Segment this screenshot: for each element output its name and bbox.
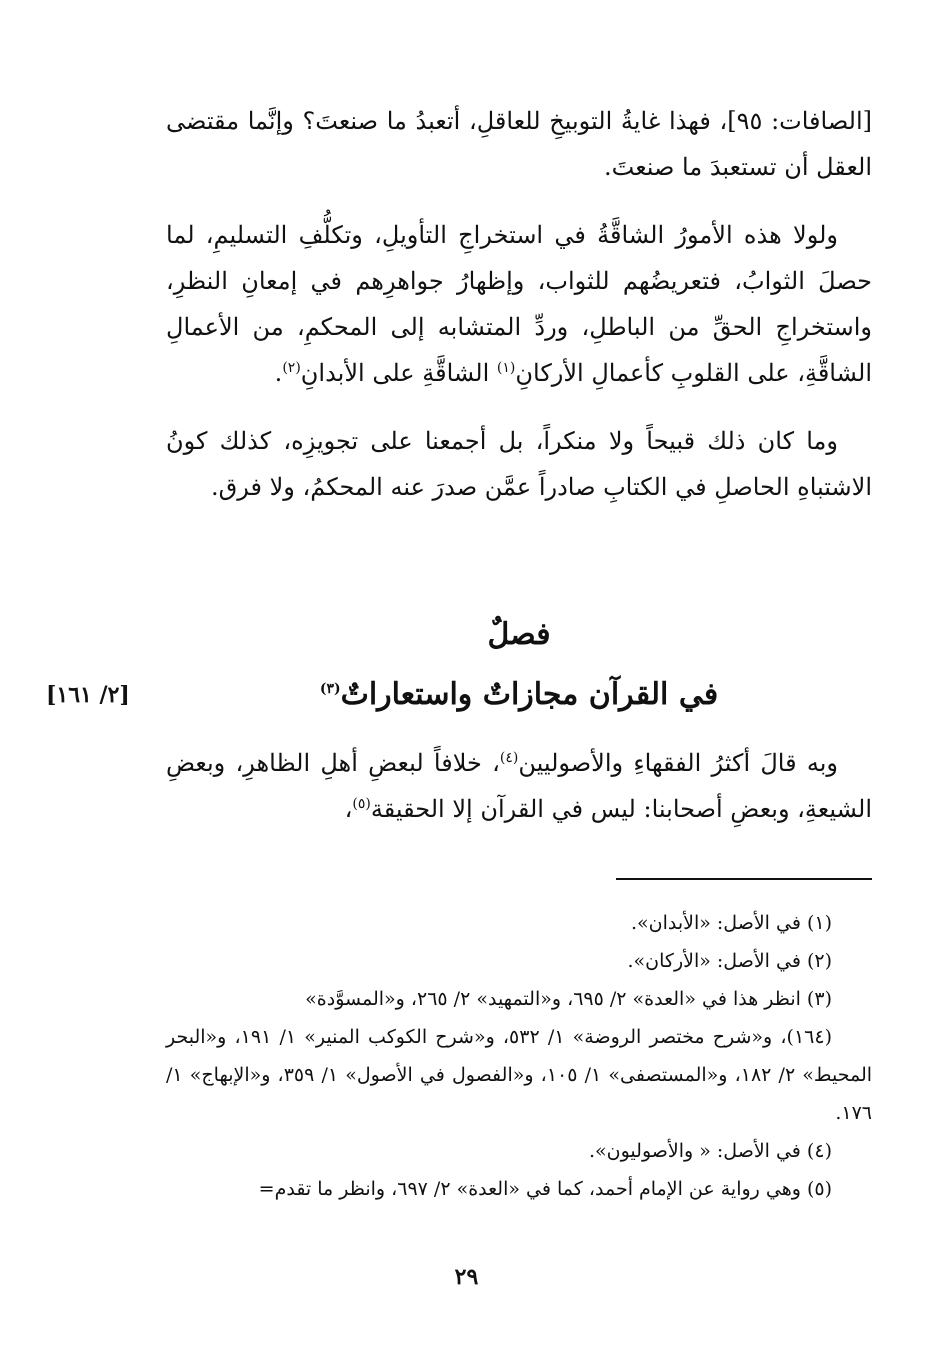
paragraph: وما كان ذلك قبيحاً ولا منكراً، بل أجمعنا على تجويزِه، كذلك كونُ الاشتباهِ الحاصلِ في الكتابِ صادراً عمَّن صدرَ عنه المحكمُ، ولا فرق. bbox=[166, 427, 872, 501]
main-text-block bbox=[166, 98, 872, 532]
footnote-continuation: (١٦٤)، و«شرح مختصر الروضة» ١/ ٥٣٢، و«شرح الكوكب المنير» ١/ ١٩١، و«البحر المحيط» ٢/ ١٨٢، و«المستصفى» ١/ ١٠٥، و«الفصول في الأصول» ١/ ٣٥٩، و«الإبهاج» ١/ ١٧٦. bbox=[166, 1026, 873, 1124]
page-number: ٢٩ bbox=[454, 1264, 479, 1290]
paragraph: [الصافات: ٩٥]، فهذا غايةُ التوبيخِ للعاقلِ، أتعبدُ ما صنعتَ؟ وإنَّما مقتضى العقل أن تستعبدَ ما صنعتَ. bbox=[166, 107, 872, 181]
section-heading: فصلٌ bbox=[487, 617, 551, 652]
paragraph-text: . bbox=[274, 359, 283, 387]
footnote: (٢) في الأصل: «الأركان». bbox=[627, 950, 832, 972]
section-subheading bbox=[166, 672, 872, 718]
paragraph-text: ولولا هذه الأمورُ الشاقَّةُ في استخراجِ التأويلِ، وتكلُّفِ التسليمِ، لما حصلَ الثوابُ، فتعريضُهم للثواب، وإظهارُ جواهرِهم في إمعانِ النظرِ، واستخراجِ الحقِّ من الباطلِ، وردِّ المتشابه إلى المحكمِ، من الأعمالِ الشاقَّةِ، على القلوبِ كأعمالِ الأركانِ bbox=[166, 221, 872, 387]
subheading-text: في القرآن مجازاتٌ واستعاراتٌ bbox=[340, 677, 719, 712]
footnote-reference: (٣) bbox=[319, 681, 341, 697]
paragraph-text: ، خلافاً لبعضِ أهلِ الظاهرِ، وبعضِ الشيعةِ، وبعضِ أصحابنا: ليس في القرآن إلا الحقيقة bbox=[166, 749, 872, 823]
footnote: (١) في الأصل: «الأبدان». bbox=[630, 912, 832, 934]
paragraph-text: ، bbox=[344, 795, 353, 823]
paragraph-text: وبه قالَ أكثرُ الفقهاءِ والأصوليين bbox=[518, 749, 838, 777]
paragraph bbox=[166, 212, 872, 396]
footnote: (٤) في الأصل: « والأصوليون». bbox=[589, 1140, 832, 1162]
margin-page-reference: [٢/ ١٦١] bbox=[46, 682, 130, 708]
footnote-reference: (٤) bbox=[499, 750, 519, 766]
footnote-reference: (٢) bbox=[282, 360, 301, 376]
footnote: (٥) وهي رواية عن الإمام أحمد، كما في «العدة» ٢/ ٦٩٧، وانظر ما تقدم= bbox=[258, 1178, 832, 1200]
main-text-block-2 bbox=[166, 740, 872, 854]
paragraph-text: الشاقَّةِ على الأبدانِ bbox=[300, 359, 497, 387]
paragraph bbox=[166, 740, 872, 832]
footnotes-block bbox=[166, 904, 872, 1208]
footnote-reference: (١) bbox=[496, 360, 516, 376]
footnote-reference: (٥) bbox=[352, 796, 371, 812]
footnote-divider bbox=[616, 878, 872, 880]
footnote: (٣) انظر هذا في «العدة» ٢/ ٦٩٥، و«التمهيد» ٢/ ٢٦٥، و«المسوَّدة» bbox=[305, 988, 832, 1010]
